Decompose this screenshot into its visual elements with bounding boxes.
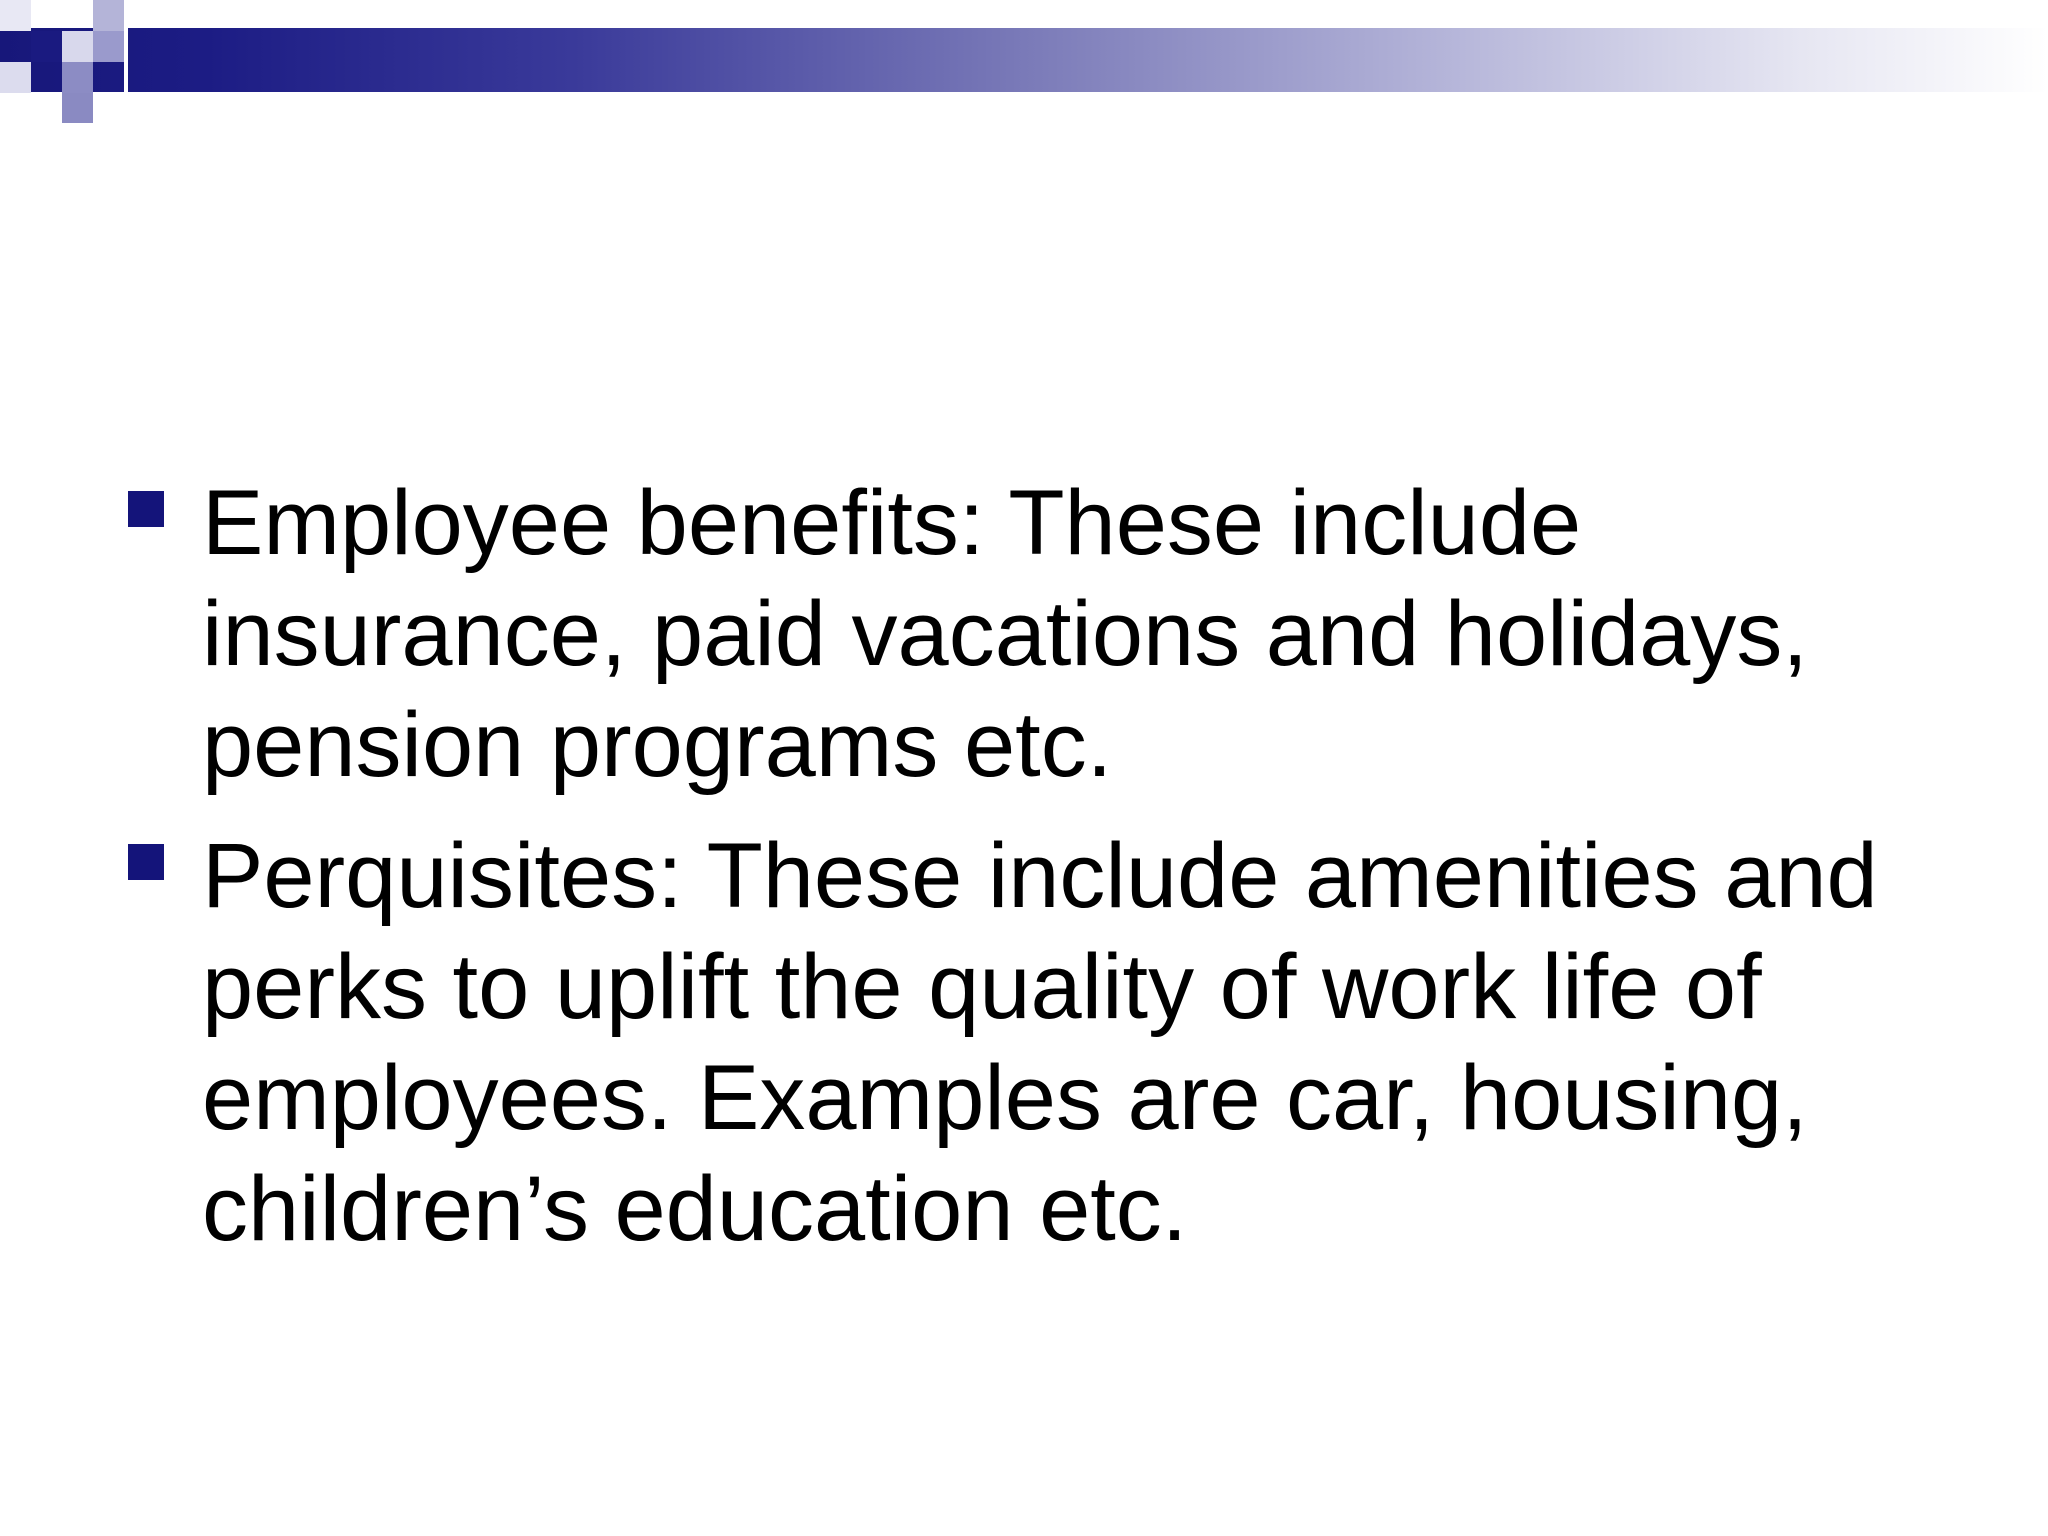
decorative-square: [31, 31, 62, 62]
bullet-item-perquisites: [128, 821, 1928, 1265]
square-bullet-icon: [128, 491, 164, 527]
decorative-square: [62, 93, 93, 123]
decorative-square: [0, 0, 31, 31]
decorative-square: [62, 62, 93, 93]
bullet-item-employee-benefits: [128, 468, 1928, 801]
decorative-square: [93, 31, 124, 62]
decorative-square: [93, 0, 124, 31]
decorative-square: [0, 62, 31, 93]
bullet-list: [128, 468, 1928, 1285]
header-gradient-band: [0, 28, 2048, 92]
decorative-square: [62, 31, 93, 62]
square-bullet-icon: [128, 844, 164, 880]
bullet-text: Perquisites: These include amenities and perks to uplift the quality of work life of employees. Examples are car, housing, children’s education etc.: [202, 825, 1878, 1260]
decorative-divider: [124, 28, 128, 92]
bullet-text: Employee benefits: These include insurance, paid vacations and holidays, pension programs etc.: [202, 472, 1808, 796]
